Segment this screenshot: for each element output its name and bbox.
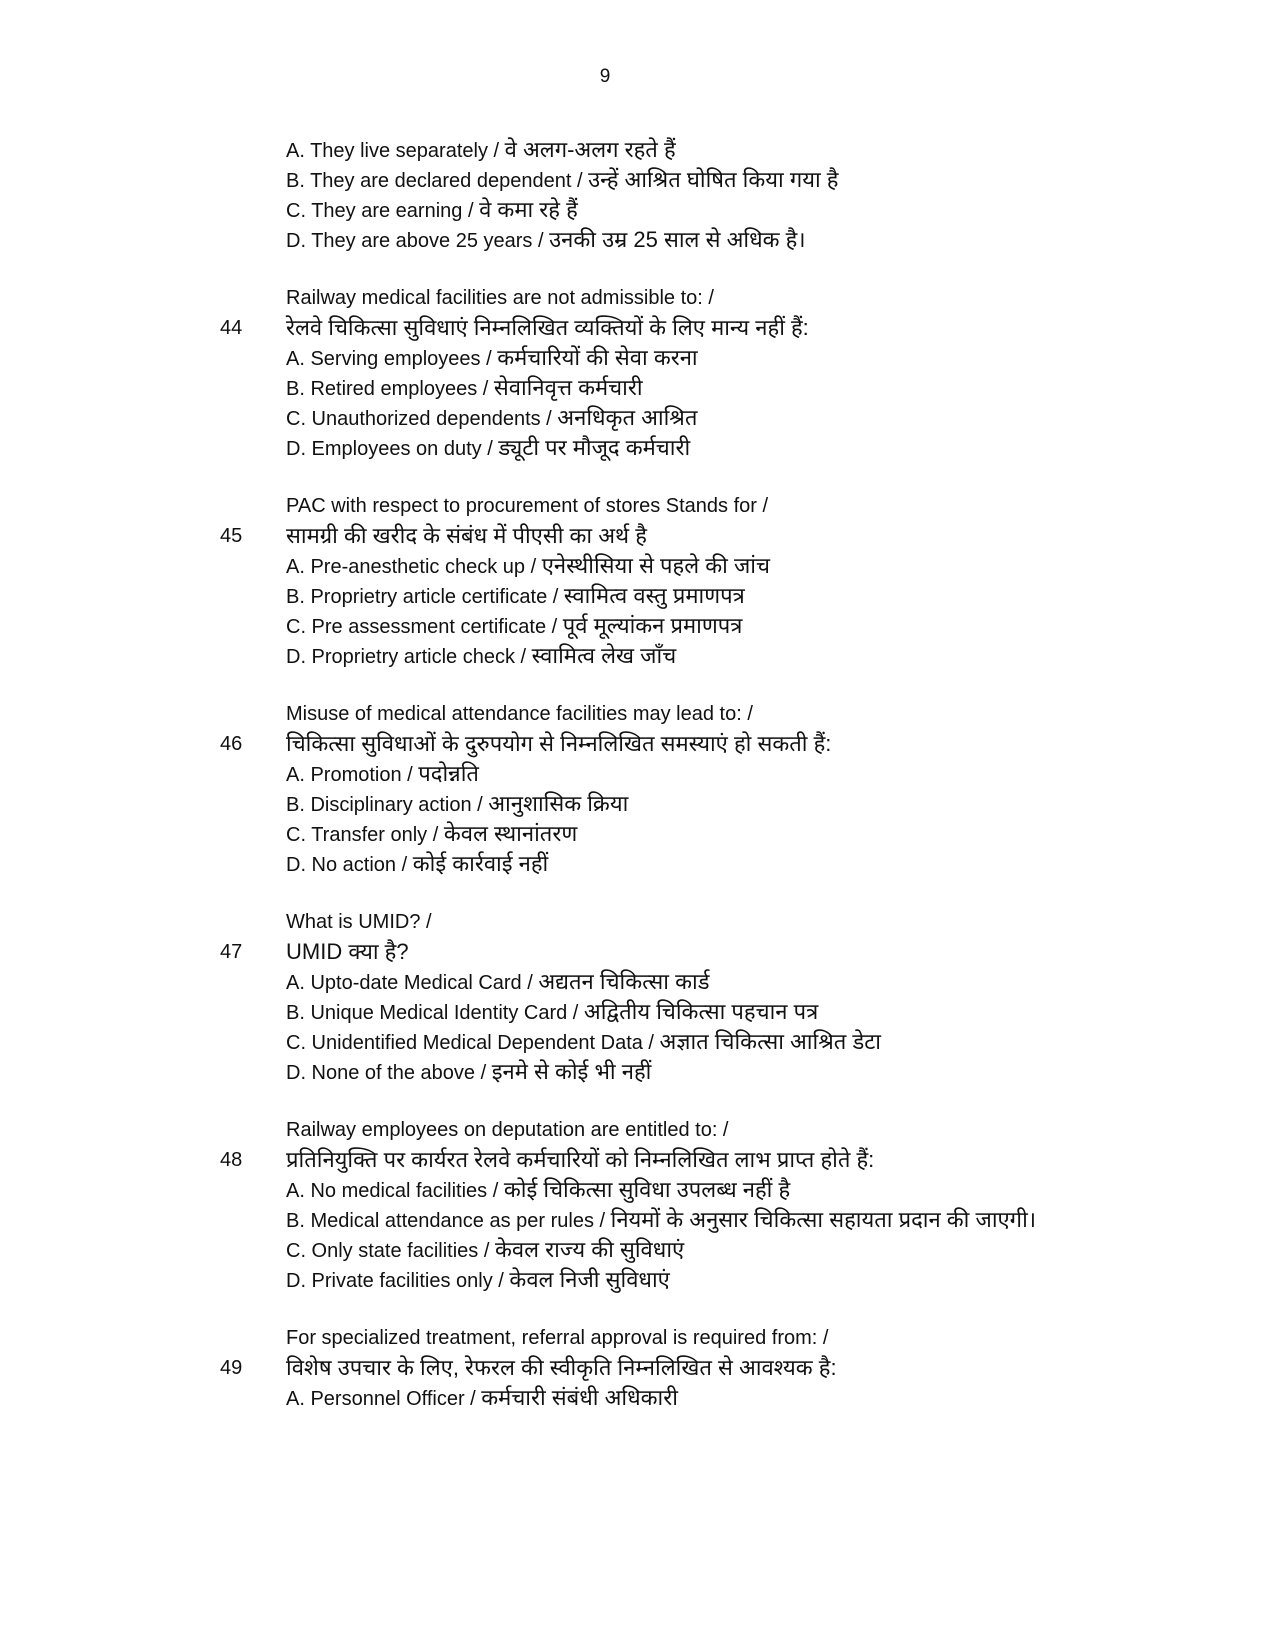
- option-english: B. Proprietry article certificate /: [286, 586, 564, 608]
- option-english: B. Unique Medical Identity Card /: [286, 1002, 584, 1024]
- option: [0, 135, 1275, 165]
- option-english: C. Unidentified Medical Dependent Data /: [286, 1032, 660, 1054]
- option: [0, 373, 1275, 403]
- option: [0, 997, 1275, 1027]
- option-english: C. Unauthorized dependents /: [286, 408, 558, 430]
- option: [0, 611, 1275, 641]
- option-english: D. Private facilities only /: [286, 1270, 510, 1292]
- option: [0, 1235, 1275, 1265]
- option-hindi: केवल स्थानांतरण: [443, 821, 578, 846]
- question-hindi: प्रतिनियुक्ति पर कार्यरत रेलवे कर्मचारियों को निम्नलिखित लाभ प्राप्त होते हैं:: [286, 1147, 875, 1172]
- option-english: A. Promotion /: [286, 764, 419, 786]
- question-number: 48: [220, 1149, 243, 1171]
- option: [0, 1057, 1275, 1087]
- question-hindi: विशेष उपचार के लिए, रेफरल की स्वीकृति निम्नलिखित से आवश्यक है:: [286, 1355, 837, 1380]
- option: [0, 433, 1275, 463]
- question-english: Misuse of medical attendance facilities may lead to: /: [286, 703, 753, 725]
- option: [0, 225, 1275, 255]
- question-hindi: UMID क्या है?: [286, 939, 409, 964]
- option-hindi: इनमे से कोई भी नहीं: [491, 1059, 652, 1084]
- question-number: 46: [220, 733, 243, 755]
- option-hindi: केवल राज्य की सुविधाएं: [494, 1237, 685, 1262]
- option: [0, 403, 1275, 433]
- option-hindi: पूर्व मूल्यांकन प्रमाणपत्र: [562, 613, 743, 638]
- question-english: Railway employees on deputation are entitled to: /: [286, 1119, 729, 1141]
- option-hindi: नियमों के अनुसार चिकित्सा सहायता प्रदान की जाएगी।: [610, 1207, 1037, 1232]
- option-english: B. Disciplinary action /: [286, 794, 489, 816]
- option: [0, 165, 1275, 195]
- page-number: 9: [599, 66, 611, 87]
- option-hindi: कोई चिकित्सा सुविधा उपलब्ध नहीं है: [503, 1177, 791, 1202]
- question-block: [0, 1323, 1275, 1413]
- option: [0, 759, 1275, 789]
- option: [0, 1027, 1275, 1057]
- previous-question-options: [0, 135, 1275, 255]
- option-hindi: आनुशासिक क्रिया: [488, 791, 629, 816]
- option-hindi: अद्यतन चिकित्सा कार्ड: [538, 969, 710, 994]
- question-number: 49: [220, 1357, 243, 1379]
- question-english: PAC with respect to procurement of stores Stands for /: [286, 495, 769, 517]
- page-content: [0, 135, 1275, 1413]
- option-hindi: अज्ञात चिकित्सा आश्रित डेटा: [659, 1029, 882, 1054]
- option: [0, 1383, 1275, 1413]
- option-hindi: अनधिकृत आश्रित: [557, 405, 698, 430]
- option-hindi: कर्मचारियों की सेवा करना: [497, 345, 698, 370]
- option-english: D. None of the above /: [286, 1062, 492, 1084]
- option-hindi: उन्हें आश्रित घोषित किया गया है: [588, 167, 839, 192]
- option-hindi: पदोन्नति: [418, 761, 479, 786]
- option: [0, 1205, 1275, 1235]
- option-english: A. Personnel Officer /: [286, 1388, 482, 1410]
- option-hindi: केवल निजी सुविधाएं: [509, 1267, 670, 1292]
- question-hindi: रेलवे चिकित्सा सुविधाएं निम्नलिखित व्यक्तियों के लिए मान्य नहीं हैं:: [286, 315, 809, 340]
- option-english: B. Medical attendance as per rules /: [286, 1210, 611, 1232]
- question-english: For specialized treatment, referral approval is required from: /: [286, 1327, 829, 1349]
- option-english: D. No action /: [286, 854, 413, 876]
- option-hindi: वे अलग-अलग रहते हैं: [504, 137, 676, 162]
- option-english: A. Serving employees /: [286, 348, 498, 370]
- option: [0, 581, 1275, 611]
- option-english: D. Proprietry article check /: [286, 646, 532, 668]
- option-english: C. Only state facilities /: [286, 1240, 495, 1262]
- option: [0, 343, 1275, 373]
- question-number: 44: [220, 317, 243, 339]
- question-block: [0, 1115, 1275, 1295]
- question-list: [0, 283, 1275, 1413]
- option-hindi: अद्वितीय चिकित्सा पहचान पत्र: [583, 999, 819, 1024]
- question-number: 45: [220, 525, 243, 547]
- option-hindi: स्वामित्व वस्तु प्रमाणपत्र: [563, 583, 745, 608]
- option: [0, 789, 1275, 819]
- option-english: C. Pre assessment certificate /: [286, 616, 563, 638]
- option-english: A. No medical facilities /: [286, 1180, 504, 1202]
- option-hindi: कर्मचारी संबंधी अधिकारी: [481, 1385, 678, 1410]
- option-english: D. Employees on duty /: [286, 438, 499, 460]
- question-hindi: चिकित्सा सुविधाओं के दुरुपयोग से निम्नलिखित समस्याएं हो सकती हैं:: [286, 731, 832, 756]
- question-block: [0, 699, 1275, 879]
- option-hindi: उनकी उम्र 25 साल से अधिक है।: [549, 227, 806, 252]
- option-hindi: एनेस्थीसिया से पहले की जांच: [541, 553, 770, 578]
- question-block: [0, 491, 1275, 671]
- option-hindi: सेवानिवृत्त कर्मचारी: [493, 375, 643, 400]
- option-hindi: ड्यूटी पर मौजूद कर्मचारी: [498, 435, 691, 460]
- option-hindi: वे कमा रहे हैं: [479, 197, 578, 222]
- option-hindi: स्वामित्व लेख जाँच: [531, 643, 677, 668]
- option: [0, 551, 1275, 581]
- question-english: Railway medical facilities are not admissible to: /: [286, 287, 714, 309]
- option: [0, 1175, 1275, 1205]
- question-english: What is UMID? /: [286, 911, 432, 933]
- option-english: B. They are declared dependent /: [286, 170, 589, 192]
- option-english: D. They are above 25 years /: [286, 230, 550, 252]
- question-block: [0, 283, 1275, 463]
- option-english: B. Retired employees /: [286, 378, 494, 400]
- option: [0, 1265, 1275, 1295]
- option-english: C. They are earning /: [286, 200, 480, 222]
- option-english: A. Pre-anesthetic check up /: [286, 556, 542, 578]
- option-english: C. Transfer only /: [286, 824, 444, 846]
- option: [0, 195, 1275, 225]
- option-english: A. Upto-date Medical Card /: [286, 972, 539, 994]
- question-hindi: सामग्री की खरीद के संबंध में पीएसी का अर्थ है: [286, 523, 647, 548]
- option: [0, 819, 1275, 849]
- option-english: A. They live separately /: [286, 140, 505, 162]
- option: [0, 849, 1275, 879]
- option: [0, 967, 1275, 997]
- question-number: 47: [220, 941, 243, 963]
- option: [0, 641, 1275, 671]
- question-block: [0, 907, 1275, 1087]
- option-hindi: कोई कार्रवाई नहीं: [412, 851, 549, 876]
